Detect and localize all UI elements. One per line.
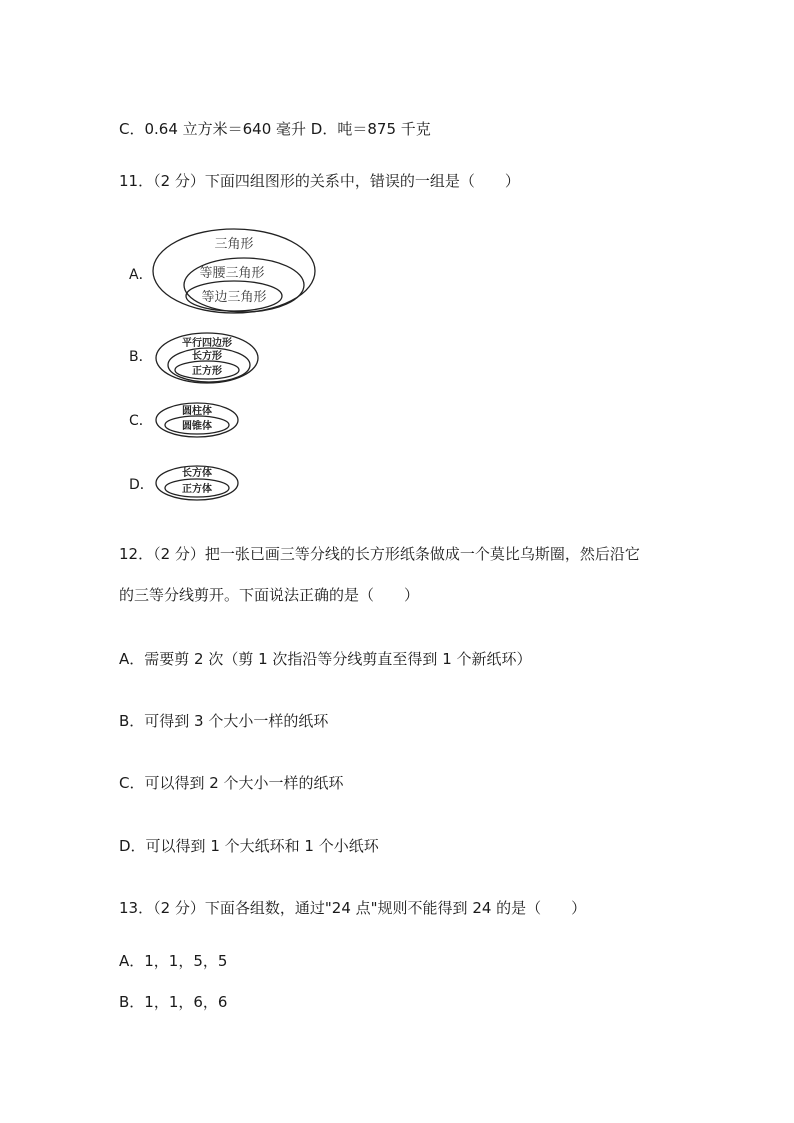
label-inner: 正方形 xyxy=(192,366,222,377)
label-middle: 等腰三角形 xyxy=(199,266,265,281)
q11-option-c-letter: C． xyxy=(129,413,153,429)
q11-option-d-letter: D． xyxy=(129,477,154,493)
question-12-option-a: A．需要剪 2 次（剪 1 次指沿等分线剪直至得到 1 个新纸环） xyxy=(119,650,532,668)
option-c-d-line: C．0.64 立方米＝640 毫升 D．吨＝875 千克 xyxy=(119,120,431,138)
question-13-option-a: A．1，1，5，5 xyxy=(119,952,228,970)
question-13: 13．（2 分）下面各组数，通过"24 点"规则不能得到 24 的是（ ） xyxy=(119,899,587,917)
q11-option-d-diagram xyxy=(153,462,243,504)
question-12-line-1: 12．（2 分）把一张已画三等分线的长方形纸条做成一个莫比乌斯圈，然后沿它 xyxy=(119,545,640,563)
q11-option-b-letter: B． xyxy=(129,349,153,365)
label-outer: 长方体 xyxy=(182,468,212,479)
label-inner: 圆锥体 xyxy=(182,421,212,432)
question-13-option-b: B．1，1，6，6 xyxy=(119,993,228,1011)
label-middle: 长方形 xyxy=(192,351,222,362)
q11-option-a-diagram xyxy=(150,226,318,316)
label-outer: 平行四边形 xyxy=(182,338,232,349)
question-12-option-b: B．可得到 3 个大小一样的纸环 xyxy=(119,712,329,730)
label-inner: 等边三角形 xyxy=(201,290,267,305)
question-12-option-c: C．可以得到 2 个大小一样的纸环 xyxy=(119,774,344,792)
q11-option-a-letter: A． xyxy=(129,267,153,283)
label-inner: 正方体 xyxy=(182,484,212,495)
label-outer: 三角形 xyxy=(214,237,254,252)
question-12-line-2: 的三等分线剪开。下面说法正确的是（ ） xyxy=(119,586,420,604)
q11-option-b-diagram xyxy=(153,330,261,386)
q11-option-c-diagram xyxy=(153,400,243,440)
question-11: 11．（2 分）下面四组图形的关系中，错误的一组是（ ） xyxy=(119,172,520,190)
question-12-option-d: D．可以得到 1 个大纸环和 1 个小纸环 xyxy=(119,837,379,855)
label-outer: 圆柱体 xyxy=(182,406,212,417)
